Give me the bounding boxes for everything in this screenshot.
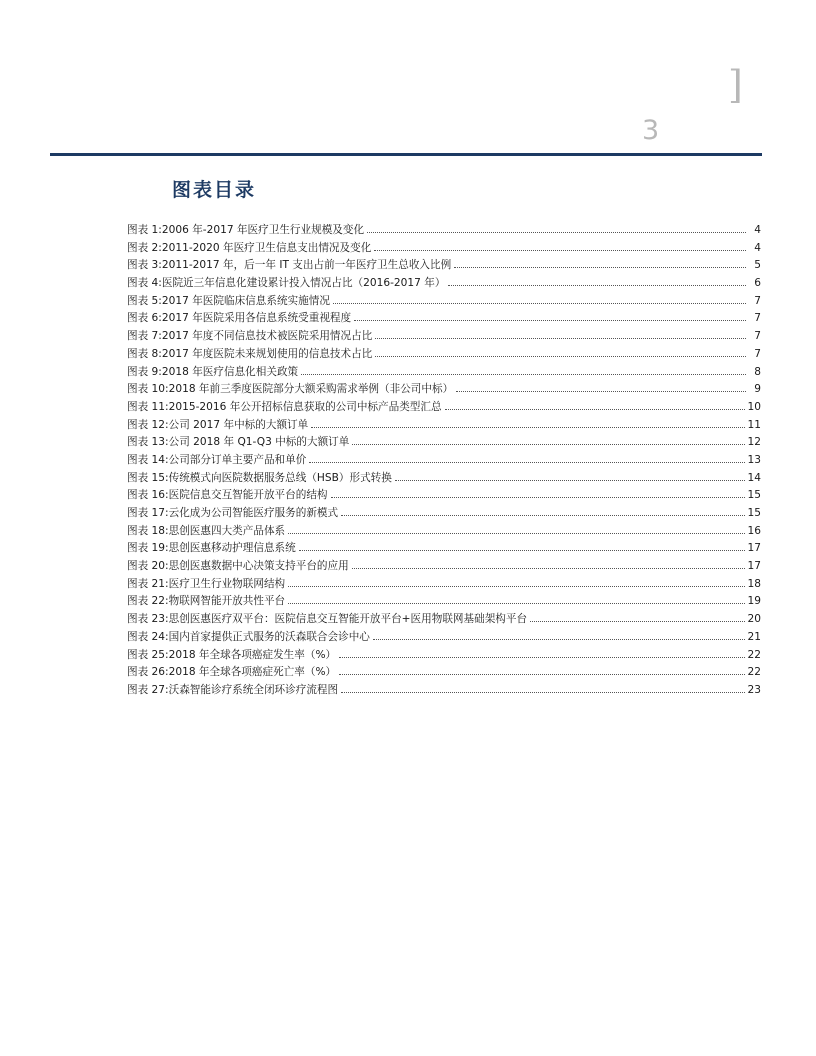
toc-entry-label: 图表 12:: [127, 418, 169, 431]
toc-entry[interactable]: [127, 240, 761, 258]
toc-entry-title: 公司部分订单主要产品和单价: [168, 453, 307, 466]
toc-entry-title: 医院近三年信息化建设累计投入情况占比（2016-2017 年）: [161, 277, 446, 290]
toc-dot-leader: [375, 338, 746, 339]
toc-entry-title: 云化成为公司智能医疗服务的新模式: [168, 507, 339, 519]
toc-dot-leader: [333, 303, 746, 304]
toc-entry-label: 图表 11:: [127, 400, 169, 413]
toc-entry-title: 2006 年-2017 年医疗卫生行业规模及变化: [161, 224, 365, 236]
toc-entry[interactable]: [127, 452, 761, 470]
toc-entry-title: 思创医惠移动护理信息系统: [168, 542, 296, 555]
toc-entry-label: 图表 10:: [127, 383, 169, 396]
toc-entry-page: 7: [754, 312, 761, 325]
toc-entry-label: 图表 27:: [127, 683, 169, 696]
toc-entry-page: 4: [754, 241, 761, 254]
toc-dot-leader: [299, 550, 745, 551]
toc-entry-title: 公司 2017 年中标的大额订单: [168, 418, 309, 431]
toc-entry[interactable]: [127, 275, 761, 293]
toc-dot-leader: [331, 497, 745, 498]
toc-entry-title: 2011-2017 年，后一年 IT 支出占前一年医疗卫生总收入比例: [161, 259, 452, 272]
toc-dot-leader: [374, 250, 746, 251]
toc-entry[interactable]: [127, 505, 761, 523]
toc-entry-title: 2018 年全球各项癌症发生率（%）: [168, 648, 337, 661]
toc-list: [127, 222, 761, 700]
toc-entry[interactable]: [127, 381, 761, 399]
toc-dot-leader: [309, 462, 744, 463]
toc-entry-title: 物联网智能开放共性平台: [168, 595, 286, 608]
toc-entry-title: 2017 年医院采用各信息系统受重视程度: [161, 312, 352, 325]
toc-entry-label: 图表 14:: [127, 453, 169, 466]
toc-entry-label: 图表 16:: [127, 489, 169, 502]
toc-entry-label: 图表 23:: [127, 613, 169, 626]
toc-entry-page: 5: [754, 259, 761, 272]
toc-dot-leader: [288, 586, 744, 587]
toc-dot-leader: [288, 533, 744, 534]
toc-dot-leader: [288, 603, 744, 604]
toc-entry-title: 2017 年度医院未来规划使用的信息技术占比: [161, 347, 373, 360]
toc-entry-label: 图表 22:: [127, 595, 169, 608]
toc-entry-label: 图表 13:: [127, 436, 169, 449]
toc-entry-page: 22: [747, 666, 761, 679]
toc-entry[interactable]: [127, 558, 761, 576]
toc-entry[interactable]: [127, 682, 761, 700]
toc-entry-title: 2018 年医疗信息化相关政策: [161, 365, 299, 378]
toc-entry-page: 15: [747, 489, 761, 502]
toc-title: 图表目录: [172, 179, 257, 201]
toc-entry-title: 医院信息交互智能开放平台的结构: [168, 489, 328, 502]
toc-entry-page: 7: [754, 330, 761, 343]
toc-entry-title: 2011-2020 年医疗卫生信息支出情况及变化: [161, 241, 372, 254]
toc-entry-label: 图表 19:: [127, 542, 169, 555]
toc-dot-leader: [456, 391, 746, 392]
toc-entry-title: 思创医惠医疗双平台：医院信息交互智能开放平台+医用物联网基础架构平台: [168, 613, 528, 626]
toc-entry-page: 18: [747, 577, 761, 590]
toc-entry[interactable]: [127, 611, 761, 629]
toc-entry-page: 9: [754, 383, 761, 396]
toc-entry[interactable]: [127, 647, 761, 665]
toc-entry-title: 2018 年前三季度医院部分大额采购需求举例（非公司中标）: [168, 383, 454, 396]
toc-entry-title: 思创医惠四大类产品体系: [168, 524, 286, 537]
toc-entry-page: 10: [747, 400, 761, 413]
toc-entry-label: 图表 18:: [127, 524, 169, 537]
toc-dot-leader: [454, 267, 746, 268]
toc-entry-label: 图表 4:: [127, 277, 162, 290]
toc-entry-page: 15: [747, 507, 761, 519]
toc-entry-title: 国内首家提供正式服务的沃森联合会诊中心: [168, 630, 370, 643]
toc-dot-leader: [352, 568, 745, 569]
toc-entry-page: 6: [754, 277, 761, 290]
toc-entry-label: 图表 26:: [127, 666, 169, 679]
toc-dot-leader: [339, 657, 744, 658]
toc-entry-page: 7: [754, 294, 761, 307]
toc-entry[interactable]: [127, 399, 761, 417]
toc-entry-page: 16: [747, 524, 761, 537]
toc-entry-page: 12: [747, 436, 761, 449]
toc-entry-label: 图表 3:: [127, 259, 162, 272]
toc-entry-label: 图表 25:: [127, 648, 169, 661]
toc-dot-leader: [395, 480, 745, 481]
toc-entry[interactable]: [127, 664, 761, 682]
toc-dot-leader: [311, 427, 744, 428]
toc-entry[interactable]: [127, 364, 761, 382]
toc-dot-leader: [445, 409, 745, 410]
toc-entry[interactable]: [127, 346, 761, 364]
toc-entry-title: 2017 年医院临床信息系统实施情况: [161, 294, 330, 307]
toc-entry[interactable]: [127, 417, 761, 435]
toc-entry-page: 21: [747, 630, 761, 643]
toc-entry[interactable]: [127, 328, 761, 346]
toc-entry-page: 17: [747, 560, 761, 573]
toc-entry[interactable]: [127, 540, 761, 558]
toc-entry[interactable]: [127, 629, 761, 647]
toc-entry-label: 图表 24:: [127, 630, 169, 643]
toc-dot-leader: [341, 692, 744, 693]
toc-entry-label: 图表 8:: [127, 347, 162, 360]
toc-entry-title: 2018 年全球各项癌症死亡率（%）: [168, 666, 337, 679]
toc-entry-page: 22: [747, 648, 761, 661]
toc-entry-label: 图表 6:: [127, 312, 162, 325]
toc-entry[interactable]: [127, 487, 761, 505]
toc-entry-page: 17: [747, 542, 761, 555]
toc-entry-label: 图表 1:: [127, 224, 162, 236]
toc-entry[interactable]: [127, 576, 761, 594]
toc-entry-title: 沃森智能诊疗系统全闭环诊疗流程图: [168, 683, 339, 696]
toc-entry-label: 图表 2:: [127, 241, 162, 254]
toc-entry-page: 23: [747, 683, 761, 696]
toc-entry[interactable]: [127, 257, 761, 275]
toc-dot-leader: [341, 515, 744, 516]
toc-entry[interactable]: [127, 593, 761, 611]
toc-entry-title: 2017 年度不同信息技术被医院采用情况占比: [161, 330, 373, 343]
toc-entry[interactable]: [127, 310, 761, 328]
toc-entry-page: 14: [747, 471, 761, 484]
toc-dot-leader: [301, 374, 746, 375]
toc-dot-leader: [367, 232, 746, 233]
toc-entry-label: 图表 9:: [127, 365, 162, 378]
toc-entry-page: 20: [747, 613, 761, 626]
toc-dot-leader: [339, 674, 744, 675]
toc-entry-title: 2015-2016 年公开招标信息获取的公司中标产品类型汇总: [168, 400, 442, 413]
toc-dot-leader: [448, 285, 746, 286]
page-number: 3: [642, 115, 660, 146]
header-divider: [50, 153, 762, 156]
toc-entry-page: 19: [747, 595, 761, 608]
toc-entry[interactable]: [127, 434, 761, 452]
toc-entry-label: 图表 15:: [127, 471, 169, 484]
header-bracket: ]: [728, 63, 743, 107]
toc-entry-page: 7: [754, 347, 761, 360]
toc-entry-label: 图表 5:: [127, 294, 162, 307]
toc-entry-label: 图表 7:: [127, 330, 162, 343]
toc-entry-label: 图表 20:: [127, 560, 169, 573]
toc-dot-leader: [352, 444, 744, 445]
toc-entry-title: 思创医惠数据中心决策支持平台的应用: [168, 560, 349, 573]
toc-dot-leader: [373, 639, 745, 640]
toc-dot-leader: [375, 356, 746, 357]
toc-entry-title: 传统模式向医院数据服务总线（HSB）形式转换: [168, 471, 392, 484]
toc-entry-title: 公司 2018 年 Q1-Q3 中标的大额订单: [168, 436, 350, 449]
toc-entry-page: 8: [754, 365, 761, 378]
toc-entry[interactable]: [127, 222, 761, 240]
toc-entry-label: 图表 21:: [127, 577, 169, 590]
toc-entry-page: 13: [747, 453, 761, 466]
toc-entry[interactable]: [127, 293, 761, 311]
toc-entry-label: 图表 17:: [127, 507, 169, 519]
toc-entry[interactable]: [127, 470, 761, 488]
toc-entry-page: 4: [754, 224, 761, 236]
toc-entry[interactable]: [127, 523, 761, 541]
toc-entry-page: 11: [747, 418, 761, 431]
toc-entry-title: 医疗卫生行业物联网结构: [168, 577, 286, 590]
toc-dot-leader: [530, 621, 744, 622]
toc-dot-leader: [354, 320, 746, 321]
